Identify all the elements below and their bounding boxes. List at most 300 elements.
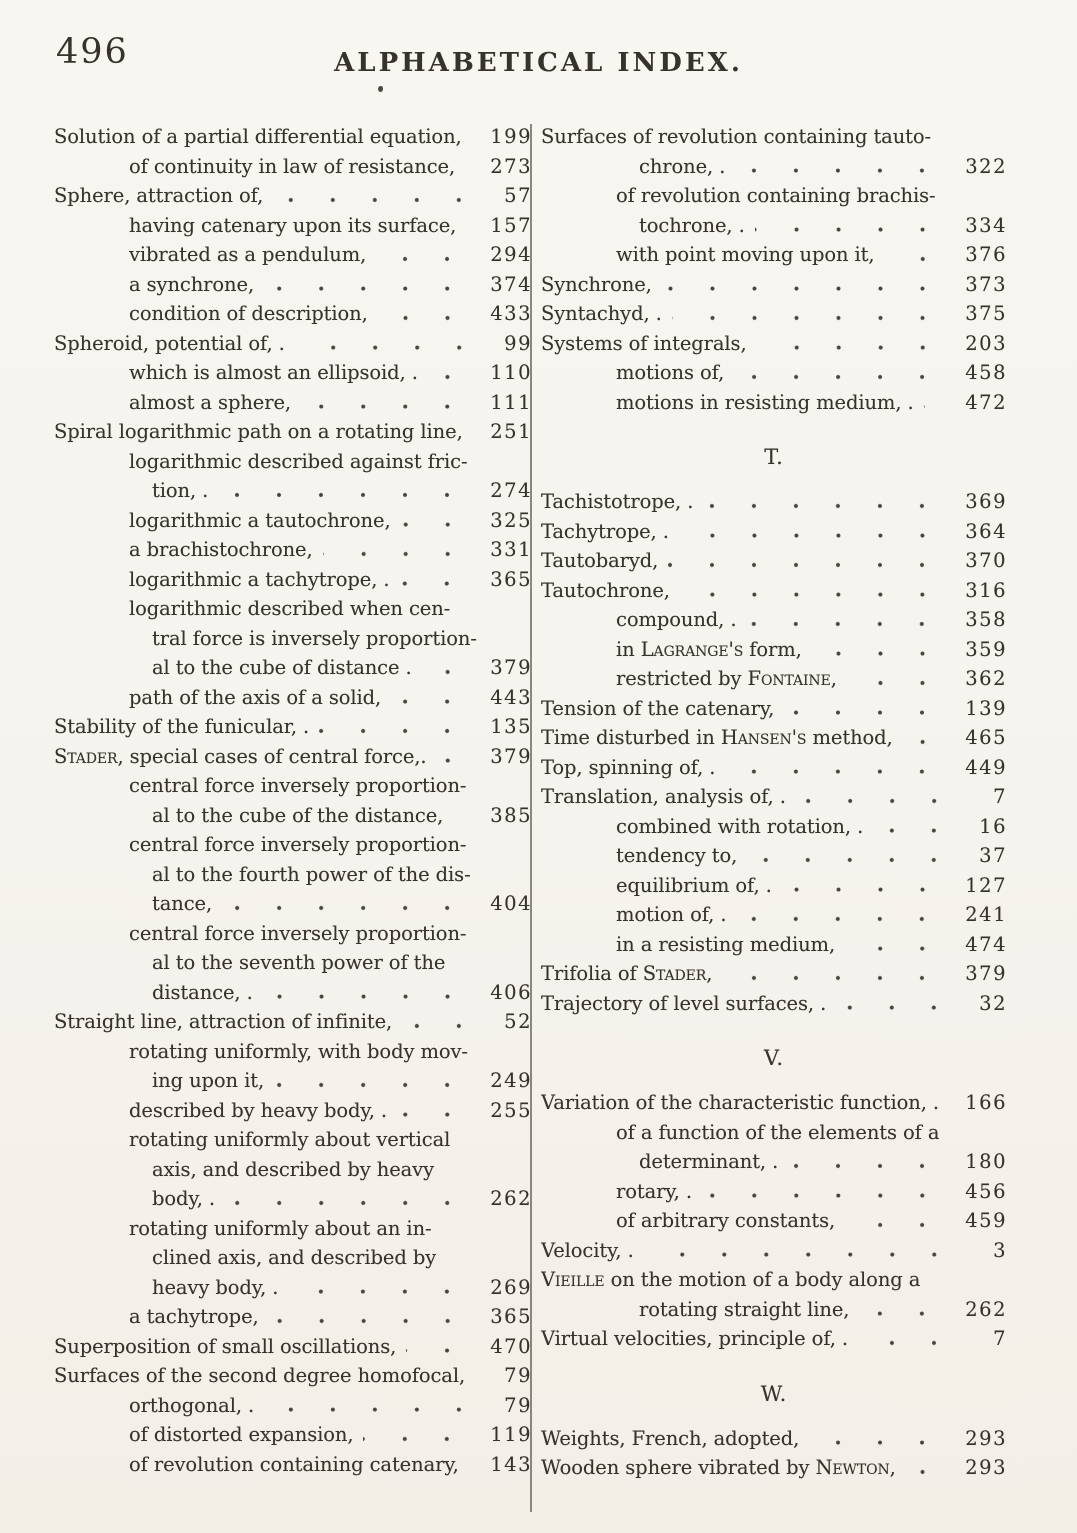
entry-text-segment: of continuity in law of resistance, [129, 154, 456, 178]
entry-text-segment: path of the axis of a solid, [129, 685, 382, 709]
page-ref: 458 [965, 361, 1007, 384]
dot-leader [903, 723, 962, 753]
index-entry [541, 1324, 1007, 1354]
dot-leader [725, 753, 961, 783]
page-ref: 385 [490, 803, 532, 827]
entry-text-segment: of revolution containing brachis- [616, 184, 936, 207]
index-entry [54, 270, 532, 300]
entry-text [54, 417, 463, 447]
ink-speck [378, 86, 383, 92]
page-ref: 325 [490, 508, 532, 532]
entry-text-segment: of a function of the elements of a [616, 1120, 940, 1144]
entry-text [541, 723, 893, 753]
index-entry [541, 1424, 1007, 1454]
page-ref: 433 [490, 302, 532, 325]
entry-text-segment: equilibrium of, . [616, 873, 772, 897]
entry-text-segment: described by heavy body, . [129, 1098, 387, 1122]
entry-text [541, 517, 669, 547]
entry-text-segment: rotating uniformly about an in- [129, 1216, 432, 1240]
entry-text-segment: axis, and described by heavy [152, 1157, 434, 1181]
page-ref: 376 [965, 243, 1007, 266]
entry-text-segment: distance, . [152, 980, 253, 1004]
dot-leader [475, 1361, 498, 1391]
entry-text-segment: Solution of a partial differential equation, [54, 125, 462, 148]
entry-text-segment: Translation, analysis of, . [541, 785, 786, 808]
entry-text-segment: Wooden sphere vibrated by [541, 1456, 816, 1479]
dot-leader [363, 1420, 486, 1450]
index-entry [541, 1265, 1007, 1295]
entry-text-segment: Stability of the funicular, . [54, 715, 310, 738]
index-entry [54, 1391, 532, 1421]
index-entry [541, 605, 1007, 635]
index-entry [54, 978, 532, 1008]
entry-text [616, 181, 936, 211]
entry-text-segment: logarithmic described against fric- [129, 449, 468, 473]
entry-text [616, 635, 802, 665]
page-ref: 359 [965, 637, 1007, 661]
entry-text-segment: Sphere, attraction of, [54, 184, 264, 207]
entry-text [129, 1302, 259, 1332]
dot-leader [788, 1147, 961, 1177]
index-entry [541, 723, 1007, 753]
page-ref: 449 [965, 755, 1007, 779]
entry-text-segment: rotating uniformly, with body mov- [129, 1039, 468, 1063]
index-entry [54, 860, 532, 890]
entry-text-segment: Tachytrope, . [541, 519, 669, 543]
entry-text-segment: Spiral logarithmic path on a rotating line, [54, 420, 463, 443]
dot-leader [473, 417, 487, 447]
entry-text [616, 900, 726, 930]
page-ref: 369 [965, 490, 1007, 513]
entry-text [616, 1118, 939, 1148]
entry-text [129, 152, 455, 182]
entry-text-segment: , [889, 1456, 896, 1479]
entry-text-segment: ing upon it, [152, 1069, 265, 1092]
entry-text [129, 388, 291, 418]
section-heading: T. [764, 445, 784, 469]
entry-text [129, 1096, 387, 1126]
dot-leader [747, 841, 973, 871]
entry-text [541, 753, 715, 783]
entry-text-segment: Tachistotrope, . [541, 490, 694, 513]
page-ref: 199 [490, 125, 532, 148]
index-entry [541, 122, 1007, 152]
dot-leader [809, 1424, 961, 1454]
entry-text-segment: rotating uniformly about vertical [129, 1128, 451, 1151]
entry-text [541, 122, 931, 152]
dot-leader [949, 1088, 961, 1118]
entry-text [639, 211, 745, 241]
page-ref: 465 [965, 726, 1007, 749]
entry-text-segment: Tautochrone, [541, 578, 670, 602]
entry-text [54, 712, 309, 742]
index-entry [541, 517, 1007, 547]
entry-text-segment: Time disturbed in [541, 726, 721, 749]
entry-text-segment: logarithmic a tachytrope, . [129, 567, 390, 591]
index-entry [54, 358, 532, 388]
dot-leader [680, 576, 961, 606]
index-entry [54, 329, 532, 359]
entry-text [129, 771, 466, 801]
page-ref: 269 [490, 1275, 532, 1299]
entry-text [54, 1332, 396, 1362]
dot-leader [736, 900, 961, 930]
dot-leader [225, 1184, 486, 1214]
page-ref: 32 [979, 991, 1007, 1015]
entry-text [152, 1184, 215, 1214]
page-ref: 474 [965, 932, 1007, 956]
entry-text [54, 181, 263, 211]
entry-text [616, 1206, 835, 1236]
dot-leader [401, 506, 487, 536]
page-ref: 334 [965, 213, 1007, 237]
index-entry [541, 841, 1007, 871]
index-entry [54, 771, 532, 801]
person-name: Lagrange's [640, 637, 744, 661]
dot-leader [859, 1295, 961, 1325]
dot-leader [845, 1206, 961, 1236]
entry-text-segment: central force inversely proportion- [129, 833, 467, 856]
dot-leader [222, 889, 486, 919]
index-entry [54, 122, 532, 152]
index-entry [541, 487, 1007, 517]
index-entry [54, 417, 532, 447]
entry-text-segment: al to the cube of distance . [152, 656, 412, 679]
entry-text-segment: motion of, . [616, 903, 727, 926]
entry-text-segment: compound, . [616, 608, 737, 631]
dot-leader [746, 605, 961, 635]
entry-text [129, 919, 466, 949]
index-entry [54, 889, 532, 919]
page-ref: 294 [490, 243, 532, 266]
page-ref: 139 [965, 696, 1007, 720]
page-ref: 293 [965, 1456, 1007, 1479]
entry-text-segment: logarithmic a tautochrone, [129, 508, 391, 532]
index-entry [541, 152, 1007, 182]
entry-text-segment: determinant, . [639, 1150, 779, 1173]
entry-text-segment: Virtual velocities, principle of, . [541, 1327, 849, 1350]
entry-text-segment: chrone, . [639, 154, 726, 178]
index-entry [541, 871, 1007, 901]
entry-text [541, 487, 693, 517]
dot-leader [218, 476, 486, 506]
page-ref: 262 [965, 1297, 1007, 1321]
entry-text-segment: Superposition of small oscillations, [54, 1334, 397, 1358]
entry-text [541, 1088, 939, 1118]
entry-text-segment: central force inversely proportion- [129, 921, 467, 945]
entry-text-segment: heavy body, . [152, 1275, 279, 1299]
index-entry [541, 576, 1007, 606]
entry-text [54, 742, 427, 772]
index-entry [54, 447, 532, 477]
entry-text-segment: which is almost an ellipsoid, . [129, 361, 418, 384]
entry-text [129, 1450, 459, 1480]
entry-text-segment: a brachistochrone, [129, 538, 313, 561]
page-ref: 364 [965, 519, 1007, 543]
dot-leader [782, 871, 962, 901]
dot-leader [885, 240, 962, 270]
entry-text [129, 565, 389, 595]
index-entry [541, 211, 1007, 241]
entry-text-segment: in a resisting medium, [616, 932, 836, 956]
index-entry [54, 152, 532, 182]
page-ref: 379 [490, 744, 532, 768]
entry-text-segment: Trifolia of [541, 962, 643, 985]
page-number: 496 [56, 32, 129, 72]
entry-text [152, 948, 445, 978]
index-entry [541, 329, 1007, 359]
page-ref: 241 [965, 903, 1007, 926]
entry-text [152, 1243, 436, 1273]
index-entry [541, 900, 1007, 930]
entry-text-segment: tion, . [152, 479, 209, 502]
dot-leader [644, 1236, 973, 1266]
page-title: ALPHABETICAL INDEX. [334, 48, 743, 78]
dot-leader [734, 358, 961, 388]
entry-text [541, 989, 826, 1019]
dot-leader [301, 388, 486, 418]
entry-text [616, 240, 875, 270]
page-ref: 322 [965, 154, 1007, 178]
dot-leader [755, 211, 962, 241]
index-entry [541, 388, 1007, 418]
page-ref: 470 [490, 1334, 532, 1358]
index-entry [54, 181, 532, 211]
entry-text-segment: Surfaces of revolution containing tauto- [541, 125, 932, 148]
page-ref: 365 [490, 567, 532, 591]
page-ref: 273 [490, 154, 532, 178]
entry-text-segment: body, . [152, 1187, 216, 1210]
dot-leader [402, 1007, 498, 1037]
index-entry [54, 1155, 532, 1185]
page-ref: 99 [504, 331, 532, 355]
index-entry [541, 546, 1007, 576]
dot-leader [399, 565, 486, 595]
index-entry [54, 948, 532, 978]
entry-text-segment: , [830, 667, 837, 690]
index-entry [54, 653, 532, 683]
entry-text [541, 1453, 896, 1483]
entry-text-segment: , special cases of central force,. [117, 744, 427, 768]
index-entry [54, 211, 532, 241]
entry-text-segment: motions of, [616, 361, 725, 384]
dot-leader [453, 801, 486, 831]
entry-text [54, 1361, 465, 1391]
index-entry [541, 1118, 1007, 1148]
entry-text [129, 1125, 450, 1155]
page-ref: 365 [490, 1305, 532, 1328]
entry-text [541, 1324, 848, 1354]
entry-text [129, 506, 391, 536]
page-ref: 249 [490, 1069, 532, 1092]
entry-text [541, 959, 712, 989]
dot-leader [672, 299, 961, 329]
page-ref: 79 [504, 1364, 532, 1387]
entry-text [616, 358, 724, 388]
entry-text-segment: al to the seventh power of the [152, 951, 446, 974]
dot-leader [906, 1453, 962, 1483]
entry-text-segment: motions in resisting medium, . [616, 390, 914, 414]
entry-text-segment: restricted by [616, 667, 748, 690]
page-ref: 110 [490, 361, 532, 384]
index-entry [54, 535, 532, 565]
page-ref: 111 [490, 390, 532, 414]
entry-text [129, 211, 456, 241]
entry-text-segment: Spheroid, potential of, . [54, 331, 285, 355]
entry-text [152, 653, 412, 683]
entry-text-segment: Synchrone, [541, 272, 652, 296]
index-entry [54, 299, 532, 329]
dot-leader [422, 653, 487, 683]
entry-text [639, 1295, 849, 1325]
entry-text [541, 1424, 799, 1454]
entry-text-segment: having catenary upon its surface, [129, 213, 457, 237]
entry-text-segment: Velocity, . [541, 1238, 634, 1262]
entry-text [616, 812, 863, 842]
person-name: Vieille [541, 1268, 605, 1291]
entry-text [152, 860, 471, 890]
dot-leader [702, 1177, 961, 1207]
index-entry [54, 388, 532, 418]
index-entry [54, 1184, 532, 1214]
entry-text-segment: Tension of the catenary, [541, 696, 775, 720]
index-entry [541, 240, 1007, 270]
entry-text [541, 694, 774, 724]
entry-text [152, 889, 212, 919]
entry-text [152, 1155, 434, 1185]
index-entry [54, 830, 532, 860]
dot-leader [466, 211, 486, 241]
index-entry [541, 181, 1007, 211]
page-ref: 7 [993, 1327, 1007, 1350]
entry-text-segment: Systems of integrals, [541, 331, 747, 355]
dot-leader [472, 122, 487, 152]
dot-leader [263, 978, 487, 1008]
index-entry [54, 476, 532, 506]
entry-text-segment: tral force is inversely proportion- [152, 626, 477, 650]
entry-text-segment: Tautobaryd, [541, 549, 659, 572]
person-name: Stader [642, 962, 707, 985]
entry-text-segment: rotary, . [616, 1179, 692, 1203]
page-ref: 443 [490, 685, 532, 709]
page-ref: 255 [490, 1098, 532, 1122]
entry-text-segment: of distorted expansion, [129, 1423, 354, 1446]
dot-leader [812, 635, 961, 665]
dot-leader [437, 742, 487, 772]
entry-text-segment: Surfaces of the second degree homofocal, [54, 1364, 466, 1387]
entry-text-segment: al to the cube of the distance, [152, 803, 444, 827]
index-entry [541, 1236, 1007, 1266]
entry-text-segment: Weights, French, adopted, [541, 1426, 800, 1450]
entry-text [129, 683, 381, 713]
page-ref: 316 [965, 578, 1007, 602]
entry-text [129, 1037, 468, 1067]
dot-leader [784, 694, 961, 724]
entry-text [541, 576, 670, 606]
index-entry [541, 812, 1007, 842]
index-entry [54, 506, 532, 536]
section-heading: W. [760, 1381, 788, 1406]
page-ref: 119 [490, 1423, 532, 1446]
entry-text-segment: almost a sphere, [129, 390, 292, 414]
dot-leader [847, 664, 961, 694]
entry-text-segment: orthogonal, . [129, 1393, 255, 1417]
index-entry [541, 635, 1007, 665]
dot-leader [703, 487, 961, 517]
entry-text [639, 1147, 778, 1177]
page-ref: 472 [965, 390, 1007, 414]
page-ref: 180 [965, 1150, 1007, 1173]
dot-leader [273, 181, 498, 211]
page-ref: 358 [965, 608, 1007, 631]
page-ref: 52 [504, 1010, 532, 1033]
page-ref: 331 [490, 538, 532, 561]
index-entry [54, 801, 532, 831]
index-entry [541, 989, 1007, 1019]
index-entry [541, 1206, 1007, 1236]
entry-text-segment: form, [743, 637, 802, 661]
page-ref: 57 [504, 184, 532, 207]
entry-text [129, 1214, 432, 1244]
index-entry [541, 753, 1007, 783]
entry-text [152, 1066, 264, 1096]
index-entry [54, 1214, 532, 1244]
page-ref: 274 [490, 479, 532, 502]
entry-text [129, 535, 313, 565]
person-name: Newton [815, 1456, 890, 1479]
entry-text-segment: condition of description, [129, 302, 368, 325]
page-ref: 379 [490, 656, 532, 679]
page-ref: 3 [993, 1238, 1007, 1262]
index-entry [54, 624, 532, 654]
page-ref: 406 [490, 980, 532, 1004]
dot-leader [274, 1066, 486, 1096]
dot-leader [757, 329, 962, 359]
dot-leader [924, 388, 962, 418]
entry-text-segment: tance, [152, 892, 213, 915]
entry-text-segment: on the motion of a body along a [604, 1268, 921, 1291]
entry-text-segment: clined axis, and described by [152, 1246, 437, 1269]
dot-leader [465, 152, 486, 182]
index-entry [541, 270, 1007, 300]
index-entry [54, 1361, 532, 1391]
entry-text [129, 358, 418, 388]
entry-text-segment: tochrone, . [639, 213, 745, 237]
dot-leader [469, 1450, 487, 1480]
dot-leader [662, 270, 961, 300]
dot-leader [668, 546, 961, 576]
dot-leader [264, 1391, 498, 1421]
dot-leader [836, 989, 973, 1019]
entry-text-segment: a tachytrope, [129, 1305, 259, 1328]
entry-text [129, 594, 450, 624]
page-ref: 166 [965, 1091, 1007, 1114]
page-ref: 370 [965, 549, 1007, 572]
entry-text [616, 605, 736, 635]
entry-text [129, 830, 466, 860]
index-entry [54, 1037, 532, 1067]
index-entry [54, 1450, 532, 1480]
entry-text-segment: with point moving upon it, [616, 243, 875, 266]
index-entry [541, 1177, 1007, 1207]
index-entry [54, 1125, 532, 1155]
entry-text [152, 476, 208, 506]
index-entry [54, 1007, 532, 1037]
person-name: Stader [54, 744, 118, 768]
index-entry [541, 782, 1007, 812]
entry-text-segment: , [706, 962, 713, 985]
entry-text [129, 299, 368, 329]
